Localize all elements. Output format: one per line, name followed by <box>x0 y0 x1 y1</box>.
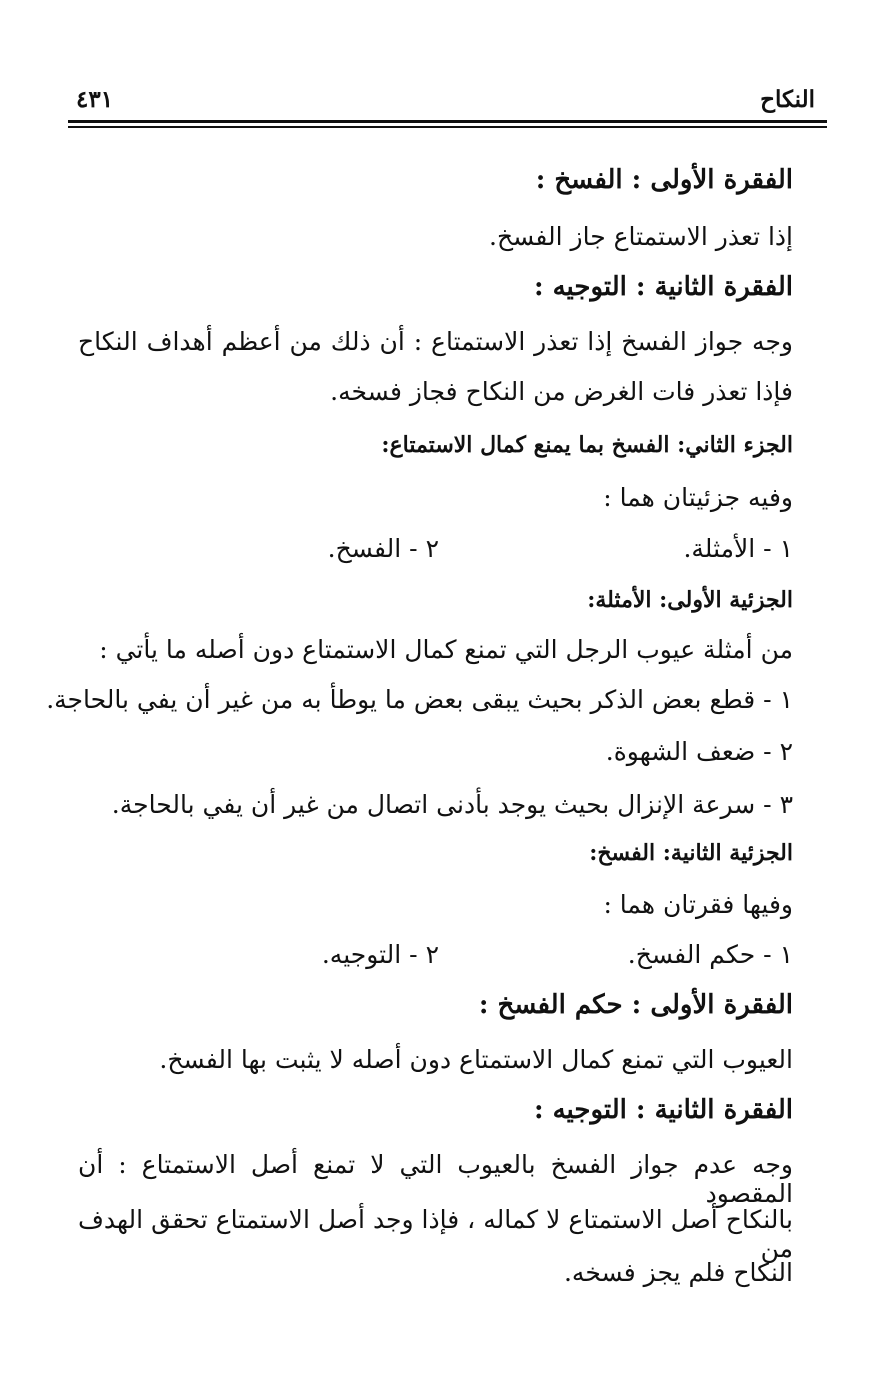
list-item: ١ - الأمثلة. <box>683 534 793 563</box>
running-header-title: النكاح <box>760 86 815 113</box>
body-text-line: بالنكاح أصل الاستمتاع لا كماله ، فإذا وجد أصل الاستمتاع تحقق الهدف من <box>78 1205 793 1263</box>
section-heading-examples: الجزئية الأولى: الأمثلة: <box>587 587 793 613</box>
page-number: ٤٣١ <box>76 86 114 113</box>
header-rule-thick <box>68 120 827 123</box>
list-item: ١ - حكم الفسخ. <box>627 940 793 969</box>
list-item: ٢ - التوجيه. <box>321 940 439 969</box>
section-heading-annulment: الجزئية الثانية: الفسخ: <box>589 840 793 866</box>
body-text-line: وجه جواز الفسخ إذا تعذر الاستمتاع : أن ذلك من أعظم أهداف النكاح <box>78 327 793 356</box>
body-text-line: وفيها فقرتان هما : <box>603 890 793 919</box>
body-text-line: العيوب التي تمنع كمال الاستمتاع دون أصله لا يثبت بها الفسخ. <box>159 1045 793 1074</box>
subheading-paragraph-2-justification: الفقرة الثانية : التوجيه : <box>533 272 793 302</box>
header-rule-thin <box>68 126 827 128</box>
body-text-line: فإذا تعذر فات الغرض من النكاح فجاز فسخه. <box>330 377 793 406</box>
list-item: ٢ - الفسخ. <box>327 534 439 563</box>
body-text-line: النكاح فلم يجز فسخه. <box>563 1258 793 1287</box>
list-item: ٣ - سرعة الإنزال بحيث يوجد بأدنى اتصال من غير أن يفي بالحاجة. <box>111 790 793 819</box>
subheading-ruling-of-annulment: الفقرة الأولى : حكم الفسخ : <box>478 990 793 1020</box>
body-text-line: إذا تعذر الاستمتاع جاز الفسخ. <box>489 222 793 251</box>
body-text-line: وجه عدم جواز الفسخ بالعيوب التي لا تمنع أصل الاستمتاع : أن المقصود <box>78 1150 793 1208</box>
subheading-paragraph-1-annulment: الفقرة الأولى : الفسخ : <box>535 165 793 195</box>
section-heading-part-2: الجزء الثاني: الفسخ بما يمنع كمال الاستمتاع: <box>381 432 793 458</box>
body-text-line: من أمثلة عيوب الرجل التي تمنع كمال الاستمتاع دون أصله ما يأتي : <box>99 635 793 664</box>
body-text-line: وفيه جزئيتان هما : <box>603 483 793 512</box>
list-item: ٢ - ضعف الشهوة. <box>605 737 793 766</box>
subheading-justification: الفقرة الثانية : التوجيه : <box>533 1095 793 1125</box>
list-item: ١ - قطع بعض الذكر بحيث يبقى بعض ما يوطأ به من غير أن يفي بالحاجة. <box>46 685 793 714</box>
